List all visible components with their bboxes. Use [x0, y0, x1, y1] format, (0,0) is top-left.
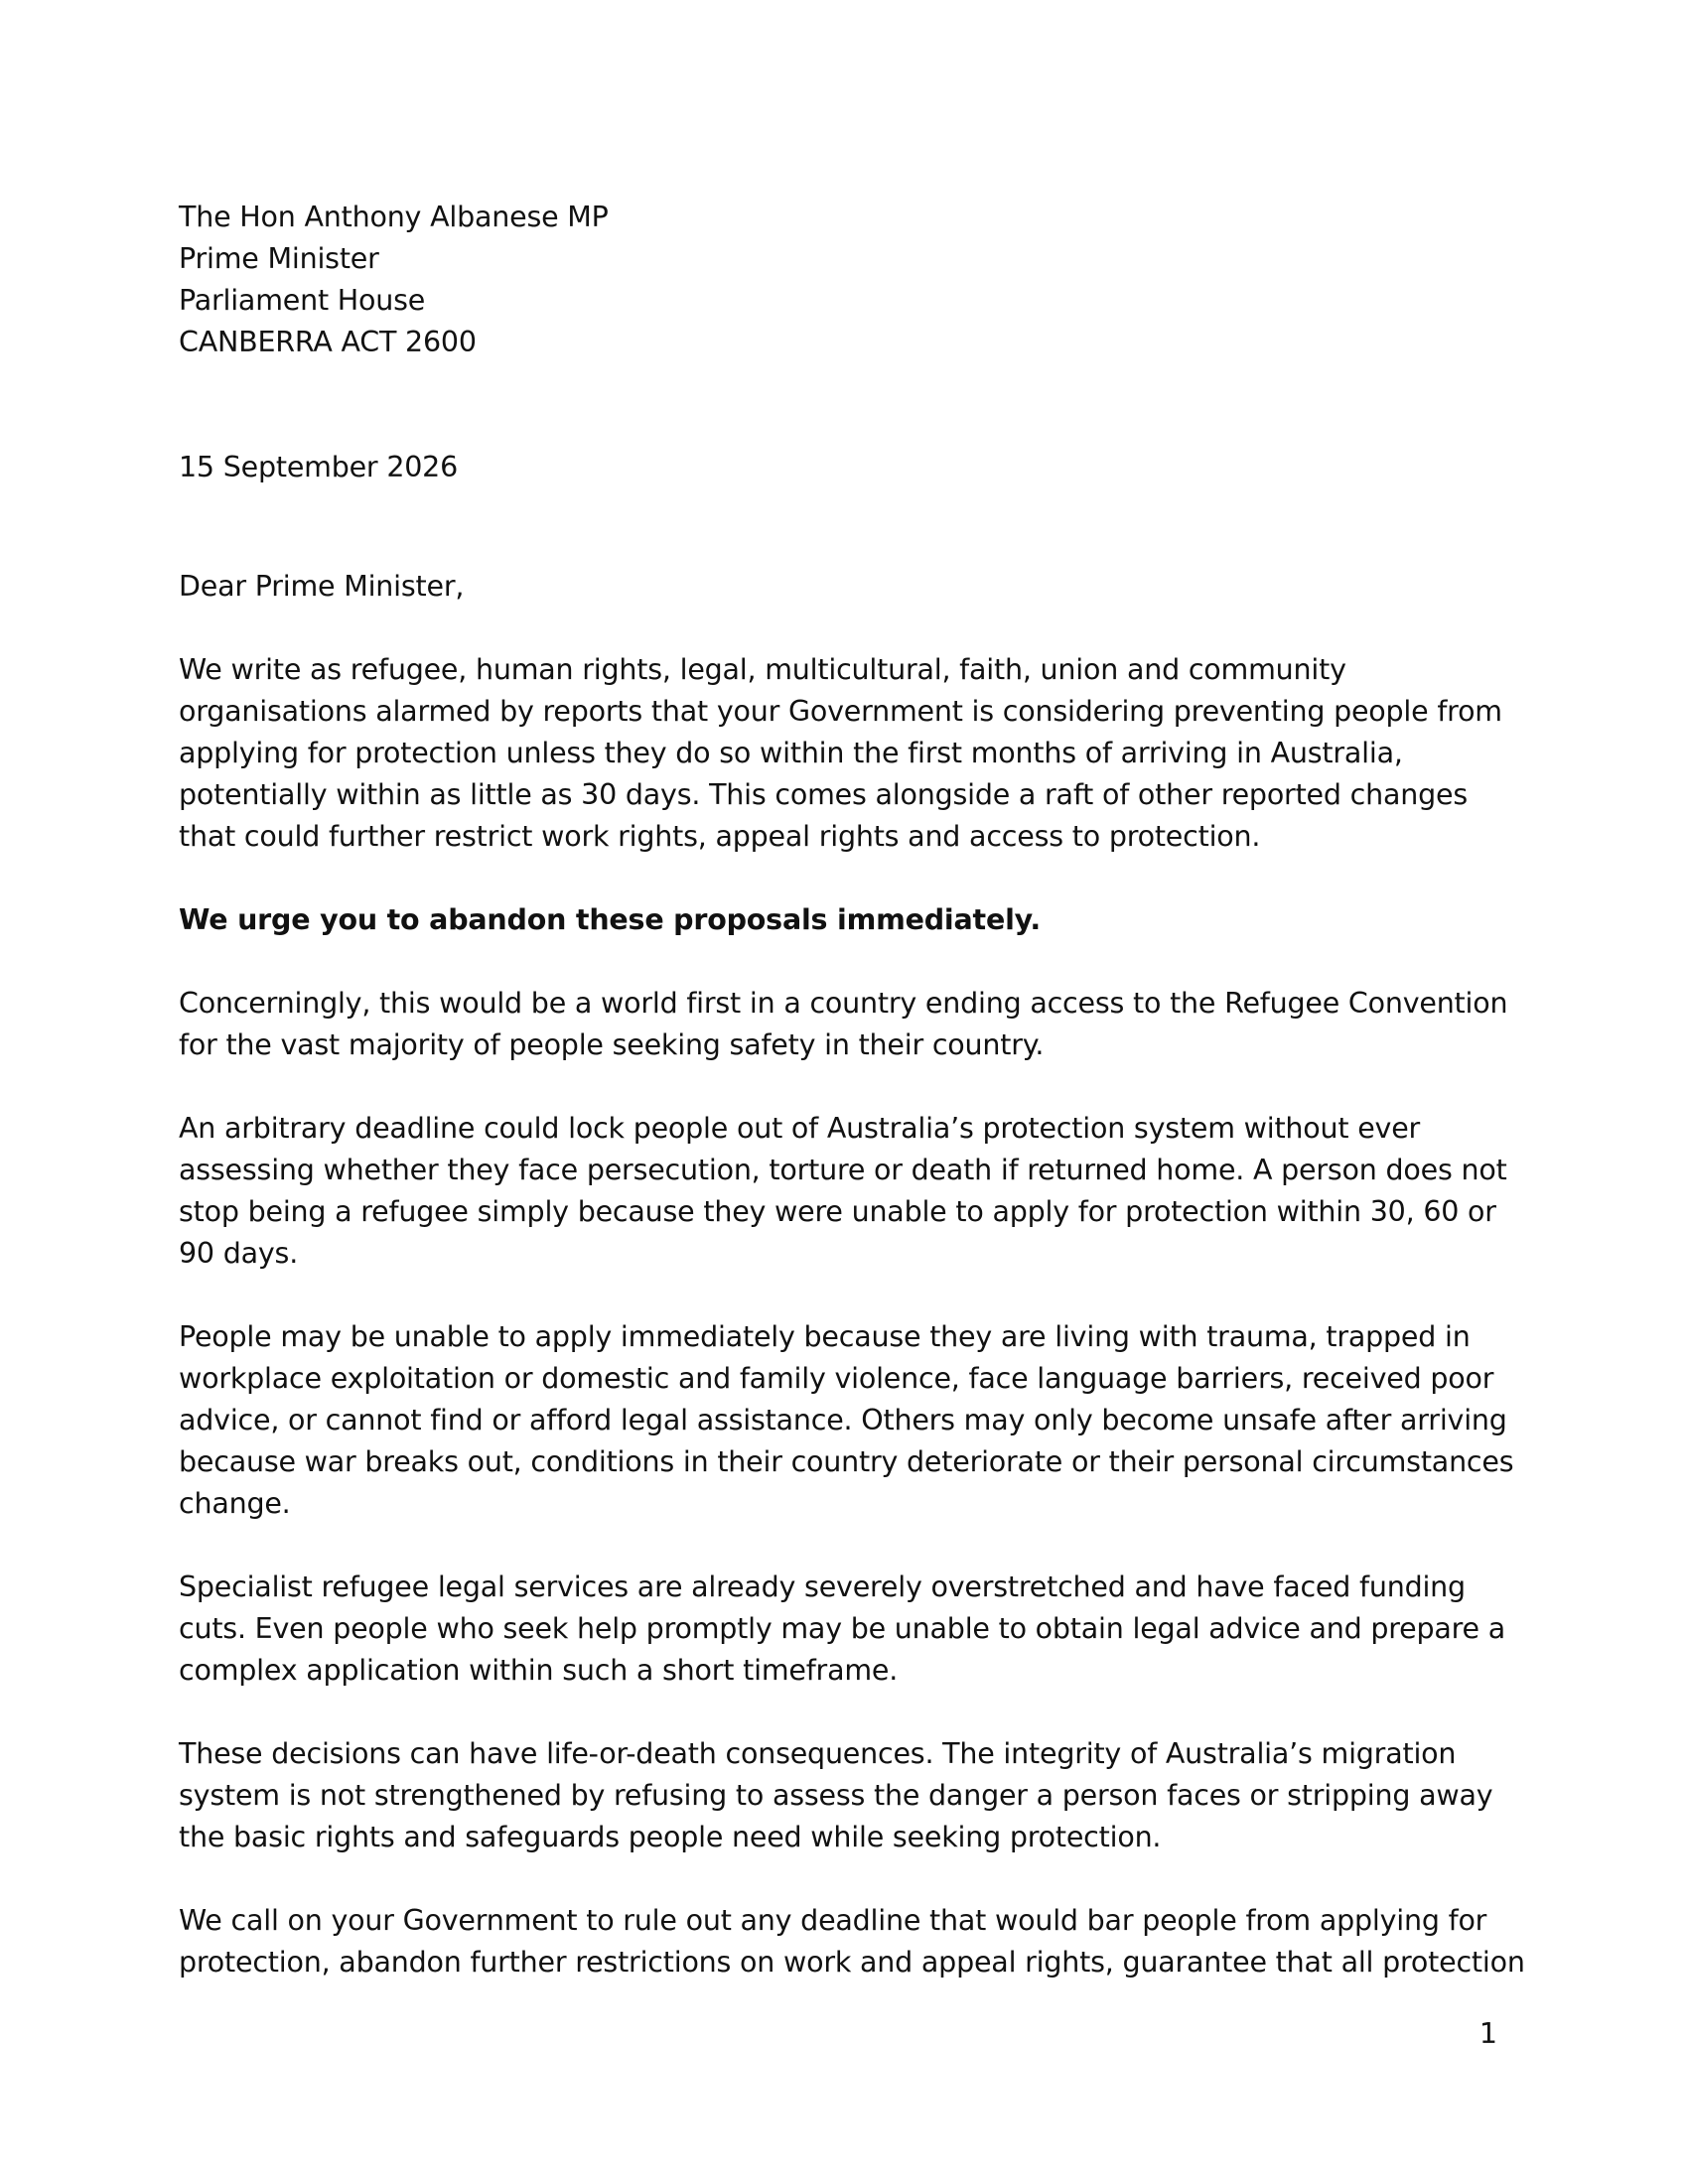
- paragraph-legal-services: Specialist refugee legal services are already severely overstretched and have faced funding cuts. Even people who seek help promptly may be unable to obtain legal advice and prepare a complex application within such a short timeframe.: [179, 1570, 1505, 1687]
- paragraph-unable-to-apply: People may be unable to apply immediately because they are living with trauma, trapped in workplace exploitation or domestic and family violence, face language barriers, received poor advice, or cannot find or afford legal assistance. Others may only become unsafe after arriving because war breaks out, conditions in their country deteriorate or their personal circumstances change.: [179, 1320, 1514, 1520]
- paragraph-intro: We write as refugee, human rights, legal, multicultural, faith, union and community organisations alarmed by reports that your Government is considering preventing people from applying for protection unless they do so within the first months of arriving in Australia, potentially within as little as 30 days. This comes alongside a raft of other reported changes that could further restrict work rights, appeal rights and access to protection.: [179, 653, 1502, 853]
- letter-date: 15 September 2026: [179, 451, 459, 483]
- recipient-building: Parliament House: [179, 284, 426, 317]
- recipient-title: Prime Minister: [179, 242, 379, 275]
- salutation: Dear Prime Minister,: [179, 570, 465, 603]
- recipient-city: CANBERRA ACT 2600: [179, 326, 477, 358]
- letter-body: [179, 197, 1529, 1983]
- paragraph-arbitrary-deadline: An arbitrary deadline could lock people out of Australia’s protection system without ever assessing whether they face persecution, torture or death if returned home. A person does not stop being a refugee simply because they were unable to apply for protection within 30, 60 or 90 days.: [179, 1112, 1507, 1270]
- recipient-name: The Hon Anthony Albanese MP: [179, 201, 609, 233]
- paragraph-world-first: Concerningly, this would be a world first in a country ending access to the Refugee Convention for the vast majority of people seeking safety in their country.: [179, 987, 1508, 1061]
- paragraph-call-to-action: We call on your Government to rule out any deadline that would bar people from applying for protection, abandon further restrictions on work and appeal rights, guarantee that all protection: [179, 1904, 1525, 1979]
- paragraph-consequences: These decisions can have life-or-death consequences. The integrity of Australia’s migration system is not strengthened by refusing to assess the danger a person faces or stripping away the basic rights and safeguards people need while seeking protection.: [179, 1737, 1493, 1853]
- page-number: 1: [1478, 2017, 1497, 2050]
- paragraph-urge: We urge you to abandon these proposals immediately.: [179, 903, 1042, 936]
- recipient-address: [179, 197, 1529, 363]
